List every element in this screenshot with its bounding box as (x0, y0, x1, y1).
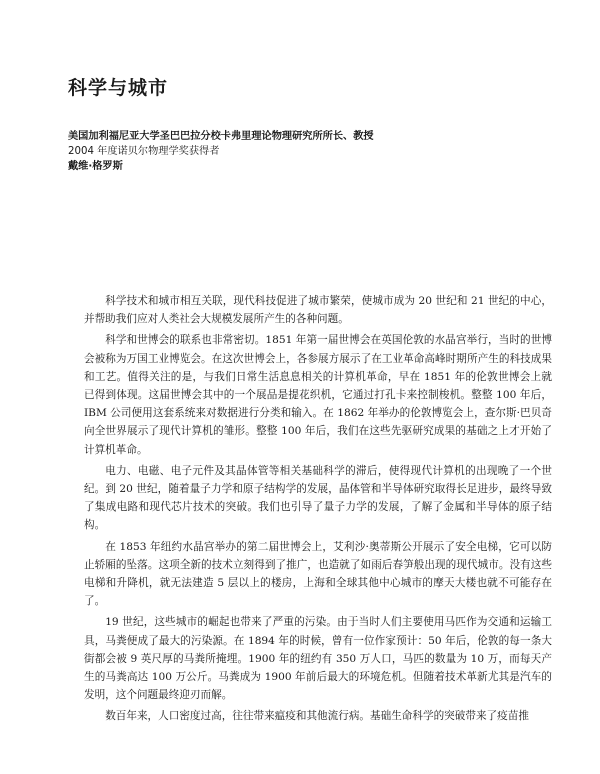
author-info (68, 129, 568, 174)
author-name: 戴维·格罗斯 (68, 161, 123, 172)
paragraph: 科学和世博会的联系也非常密切。1851 年第一届世博会在英国伦敦的水晶宫举行，当时的世博会被称为万国工业博览会。在这次世博会上，各参展方展示了在工业革命高峰时期所产生的科技成果和工艺。值得关注的是，与我们日常生活息息相关的计算机革命，早在 1851 年的伦敦世博会上就已得到体现。这届世博会其中的一个展品是提花织机，它通过打孔卡来控制梭机。整整 100 年后，IBM 公司便用这套系统来对数据进行分类和输入。在 1862 年举办的伦敦博览会上，查尔斯·巴贝奇向全世界展示了现代计算机的雏形。整整 100 年后，我们在这些先驱研究成果的基础之上才开始了计算机革命。 (84, 334, 552, 456)
page-title: 科学与城市 (68, 77, 169, 99)
paragraph: 在 1853 年纽约水晶宫举办的第二届世博会上，艾利沙·奥蒂斯公开展示了安全电梯，它可以防止轿厢的坠落。这项全新的技术立刻得到了推广，也造就了如雨后春笋般出现的现代城市。没有这些电梯和升降机，就无法建造 5 层以上的楼房，上海和全球其他中心城市的摩天大楼也就不可能存在了。 (84, 540, 552, 608)
paragraph: 科学技术和城市相互关联，现代科技促进了城市繁荣，使城市成为 20 世纪和 21 世纪的中心，并帮助我们应对人类社会大规模发展所产生的各种问题。 (84, 295, 552, 326)
paragraph: 19 世纪，这些城市的崛起也带来了严重的污染。由于当时人们主要使用马匹作为交通和运输工具，马粪便成了最大的污染源。在 1894 年的时候，曾有一位作家预计：50 年后，伦敦的每一条大街都会被 9 英尺厚的马粪所掩埋。1900 年的纽约有 350 万人口，马匹的数量为 10 万，而每天产生的马粪高达 100 万公斤。马粪成为 1900 年前后最大的环境危机。但随着技术革新尤其是汽车的发明，这个问题最终迎刃而解。 (84, 616, 552, 702)
paragraph: 电力、电磁、电子元件及其晶体管等相关基础科学的滞后，使得现代计算机的出现晚了一个世纪。到 20 世纪，随着量子力学和原子结构学的发展，晶体管和半导体研究取得长足进步，最终导致了集成电路和现代芯片技术的突破。我们也引导了量子力学的发展，了解了金属和半导体的原子结构。 (84, 464, 552, 532)
author-affiliation: 美国加利福尼亚大学圣巴巴拉分校卡弗里理论物理研究所所长、教授 (68, 131, 374, 142)
paragraph: 数百年来，人口密度过高，往往带来瘟疫和其他流行病。基础生命科学的突破带来了疫苗推 (105, 710, 529, 723)
article-body (84, 292, 552, 729)
author-award: 2004 年度诺贝尔物理学奖获得者 (68, 146, 220, 157)
